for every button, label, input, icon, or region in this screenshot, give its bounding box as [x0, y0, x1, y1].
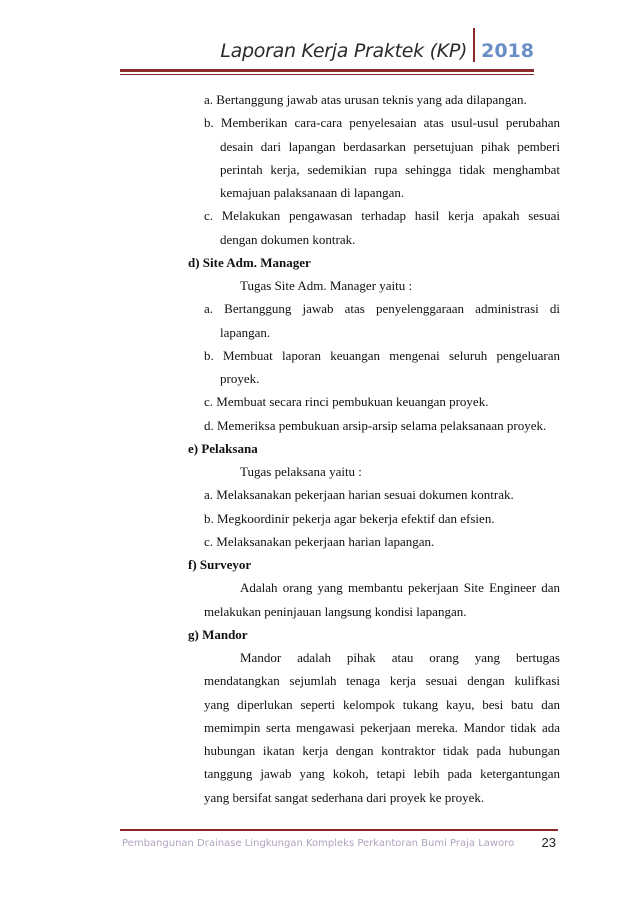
text-line: hubungan ikatan kerja dengan kontraktor tidak pada hubungan	[204, 743, 560, 758]
text-line: dengan dokumen kontrak.	[220, 232, 356, 247]
header-year: 2018	[481, 40, 534, 62]
text-line: b. Membuat laporan keuangan mengenai seluruh pengeluaran	[204, 348, 560, 363]
text-line: Adalah orang yang membantu pekerjaan Site Engineer dan	[240, 580, 560, 595]
text-line: memimpin serta mengawasi pekerjaan mereka. Mandor tidak ada	[204, 720, 560, 735]
text-line: d. Memeriksa pembukuan arsip-arsip selama pelaksanaan proyek.	[204, 418, 547, 433]
section-heading: f) Surveyor	[188, 557, 252, 572]
text-line: proyek.	[220, 371, 260, 386]
text-line: c. Membuat secara rinci pembukuan keuangan proyek.	[204, 394, 489, 409]
text-line: mendatangkan sejumlah tenaga kerja sesuai dengan kulifkasi	[204, 673, 560, 688]
text-line: a. Melaksanakan pekerjaan harian sesuai dokumen kontrak.	[204, 487, 514, 502]
text-line: lapangan.	[220, 325, 271, 340]
text-line: Tugas Site Adm. Manager yaitu :	[240, 278, 413, 293]
header-title: Laporan Kerja Praktek (KP)	[220, 40, 468, 62]
text-line: a. Bertanggung jawab atas penyelenggaraan administrasi di	[204, 301, 560, 316]
header-rule	[120, 69, 534, 72]
section-heading: e) Pelaksana	[188, 441, 258, 456]
text-line: Tugas pelaksana yaitu :	[240, 464, 362, 479]
text-line: c. Melakukan pengawasan terhadap hasil kerja apakah sesuai	[204, 208, 560, 223]
section-heading: g) Mandor	[188, 627, 248, 642]
footer-rule	[120, 829, 558, 831]
text-line: a. Bertanggung jawab atas urusan teknis yang ada dilapangan.	[204, 92, 527, 107]
text-line: melakukan peninjauan langsung kondisi lapangan.	[204, 604, 467, 619]
text-line: tanggung jawab yang kokoh, tetapi lebih pada ketergantungan	[204, 766, 560, 781]
section-heading: d) Site Adm. Manager	[188, 255, 311, 270]
page-number: 23	[541, 835, 556, 850]
text-line: desain dari lapangan berdasarkan persetujuan pihak pemberi	[220, 139, 560, 154]
text-line: b. Memberikan cara-cara penyelesaian atas usul-usul perubahan	[204, 115, 560, 130]
header-rule-thin	[120, 74, 534, 75]
page-header	[220, 38, 534, 62]
text-line: c. Melaksanakan pekerjaan harian lapangan.	[204, 534, 435, 549]
text-line: yang bersifat sangat sederhana dari proyek ke proyek.	[204, 790, 485, 805]
footer-text: Pembangunan Drainase Lingkungan Kompleks Perkantoran Bumi Praja Laworo	[122, 838, 515, 849]
text-line: yang diperlukan seperti kelompok tukang kayu, besi batu dan	[204, 697, 560, 712]
text-line: perintah kerja, sedemikian rupa sehingga tidak menghambat	[220, 162, 560, 177]
text-line: b. Megkoordinir pekerja agar bekerja efektif dan efsien.	[204, 511, 495, 526]
text-line: Mandor adalah pihak atau orang yang bertugas	[240, 650, 560, 665]
text-line: kemajuan palaksanaan di lapangan.	[220, 185, 405, 200]
